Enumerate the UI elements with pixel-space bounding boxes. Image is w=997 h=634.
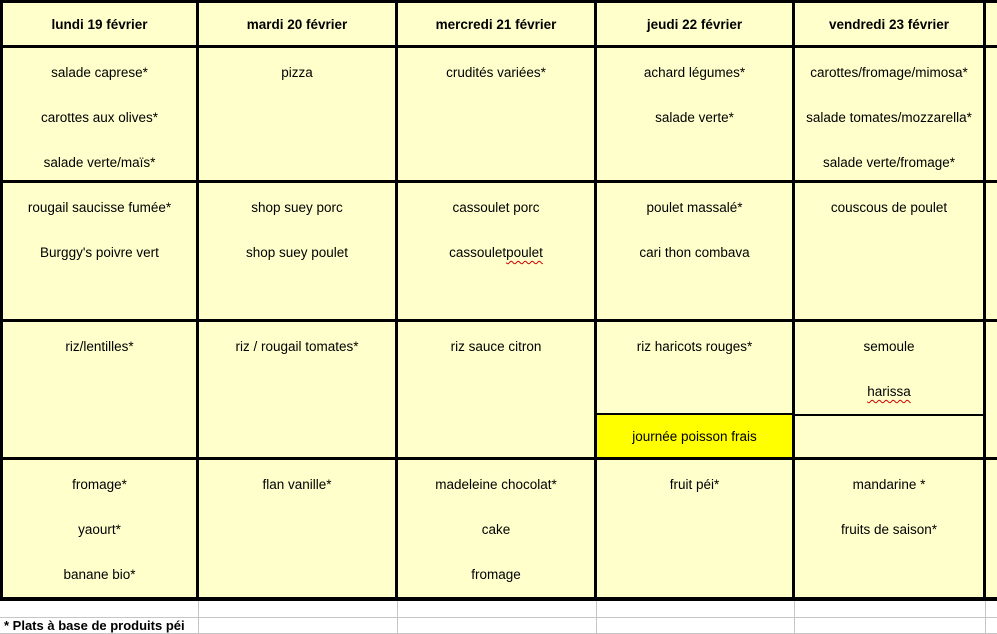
menu-item: cake <box>481 522 511 537</box>
menu-item: poulet massalé* <box>646 200 743 215</box>
menu-item: riz / rougail tomates* <box>235 339 359 354</box>
sides-cell-friday <box>795 322 983 457</box>
mains-cell-wednesday <box>398 183 594 319</box>
grid-line <box>198 601 199 633</box>
day-header-thursday: jeudi 22 février <box>597 3 792 45</box>
misspelled-word: harissa <box>867 384 911 399</box>
cutoff-column-cell <box>986 460 997 597</box>
menu-item: fruits de saison* <box>840 522 938 537</box>
day-header-tuesday: mardi 20 février <box>199 3 395 45</box>
menu-item: fruit péi* <box>669 477 720 492</box>
desserts-cell-wednesday <box>398 460 594 597</box>
starters-cell-wednesday <box>398 48 594 180</box>
grid-line <box>596 601 597 633</box>
grid-line <box>985 601 986 633</box>
menu-item: achard légumes* <box>643 65 746 80</box>
empty-subcell <box>795 416 983 457</box>
desserts-cell-tuesday <box>199 460 395 597</box>
menu-item: riz haricots rouges* <box>636 339 753 354</box>
sides-cell-tuesday <box>199 322 395 457</box>
menu-item: salade verte/maïs* <box>43 155 156 170</box>
menu-item: salade verte/fromage* <box>822 155 956 170</box>
mains-cell-friday <box>795 183 983 319</box>
mains-cell-monday <box>3 183 196 319</box>
starters-cell-monday <box>3 48 196 180</box>
cutoff-column-cell <box>986 322 997 457</box>
menu-item: semoule <box>863 339 915 354</box>
menu-item: banane bio* <box>63 567 136 582</box>
cutoff-column-cell <box>986 48 997 180</box>
menu-item <box>398 230 594 275</box>
menu-item: salade tomates/mozzarella* <box>806 110 972 125</box>
menu-item: crudités variées* <box>446 65 546 80</box>
starters-cell-friday <box>795 48 983 180</box>
menu-item: riz sauce citron <box>450 339 542 354</box>
menu-item: fromage <box>471 567 521 582</box>
menu-item: Burggy's poivre vert <box>40 245 159 260</box>
mains-cell-tuesday <box>199 183 395 319</box>
cutoff-column-cell <box>986 183 997 319</box>
menu-item: carottes aux olives* <box>40 110 159 125</box>
menu-item: riz/lentilles* <box>65 339 134 354</box>
cutoff-column-cell <box>986 3 997 45</box>
menu-item: carottes/fromage/mimosa* <box>810 65 968 80</box>
menu-item: salade caprese* <box>51 65 148 80</box>
day-header-monday: lundi 19 février <box>3 3 196 45</box>
grid-line <box>397 601 398 633</box>
menu-item: cari thon combava <box>639 245 750 260</box>
menu-item: fromage* <box>72 477 127 492</box>
menu-item: couscous de poulet <box>830 200 948 215</box>
fresh-fish-day-highlight: journée poisson frais <box>597 415 792 457</box>
sides-cell-thursday <box>597 322 792 457</box>
desserts-cell-monday <box>3 460 196 597</box>
menu-item: pizza <box>281 65 313 80</box>
menu-item: mandarine * <box>852 477 926 492</box>
menu-item: rougail saucisse fumée* <box>27 200 172 215</box>
menu-item: flan vanille* <box>262 477 332 492</box>
menu-item: madeleine chocolat* <box>435 477 557 492</box>
menu-item: shop suey poulet <box>245 245 349 260</box>
sides-cell-wednesday <box>398 322 594 457</box>
menu-item <box>795 369 983 414</box>
sides-subcell <box>795 322 983 414</box>
desserts-cell-friday <box>795 460 983 597</box>
menu-item: cassoulet porc <box>452 200 540 215</box>
sides-cell-monday <box>3 322 196 457</box>
footnote-pei-products: * Plats à base de produits péi <box>4 618 185 633</box>
menu-item-text: cassoulet <box>449 245 507 260</box>
menu-item: yaourt* <box>78 522 121 537</box>
desserts-cell-thursday <box>597 460 792 597</box>
menu-item: salade verte* <box>655 110 734 125</box>
sides-subcell <box>597 322 792 413</box>
starters-cell-thursday <box>597 48 792 180</box>
day-header-friday: vendredi 23 février <box>795 3 983 45</box>
misspelled-word: poulet <box>506 245 543 260</box>
menu-item: shop suey porc <box>251 200 343 215</box>
mains-cell-thursday <box>597 183 792 319</box>
day-header-wednesday: mercredi 21 février <box>398 3 594 45</box>
grid-line <box>794 601 795 633</box>
spreadsheet-footer-area <box>0 601 997 634</box>
starters-cell-tuesday <box>199 48 395 180</box>
